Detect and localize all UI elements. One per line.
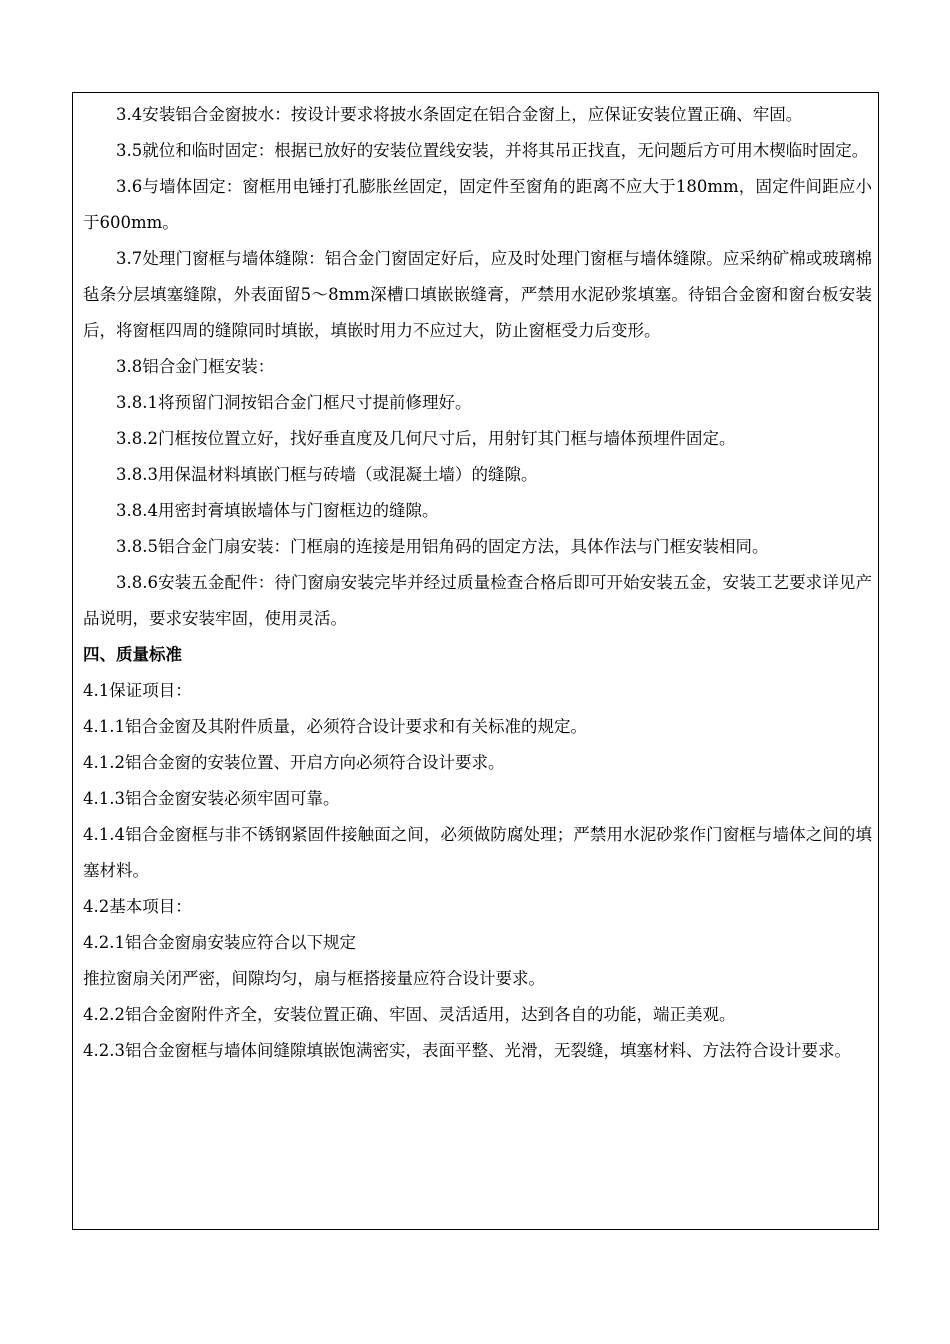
paragraph-4-1: 4.1保证项目：: [83, 681, 192, 700]
paragraph-4-2: 4.2基本项目：: [83, 897, 192, 916]
paragraph-3-8-1: 3.8.1将预留门洞按铝合金门框尺寸提前修理好。: [116, 393, 472, 412]
paragraph-3-8: 3.8铝合金门框安装：: [116, 357, 275, 376]
paragraph-3-7: 3.7处理门窗框与墙体缝隙：铝合金门窗固定好后，应及时处理门窗框与墙体缝隙。应采纳矿棉或玻璃棉毡条分层填塞缝隙，外表面留5～8mm深槽口填嵌嵌缝膏，严禁用水泥砂浆填塞。待铝合金窗和窗台板安装后，将窗框四周的缝隙同时填嵌，填嵌时用力不应过大，防止窗框受力后变形。: [83, 249, 872, 340]
paragraph-3-6: 3.6与墙体固定：窗框用电锤打孔膨胀丝固定，固定件至窗角的距离不应大于180mm，固定件间距应小于600mm。: [83, 177, 872, 232]
paragraph-3-8-3: 3.8.3用保温材料填嵌门框与砖墙（或混凝土墙）的缝隙。: [116, 465, 538, 484]
document-body: [83, 97, 872, 1069]
paragraph-4-2-1: 4.2.1铝合金窗扇安装应符合以下规定: [83, 933, 356, 952]
paragraph-4-1-1: 4.1.1铝合金窗及其附件质量，必须符合设计要求和有关标准的规定。: [83, 717, 587, 736]
paragraph-3-4: 3.4安装铝合金窗披水：按设计要求将披水条固定在铝合金窗上，应保证安装位置正确、牢固。: [116, 105, 803, 124]
paragraph-3-5: 3.5就位和临时固定：根据已放好的安装位置线安装，并将其吊正找直，无问题后方可用木楔临时固定。: [116, 141, 869, 160]
paragraph-4-1-4: 4.1.4铝合金窗框与非不锈钢紧固件接触面之间，必须做防腐处理；严禁用水泥砂浆作门窗框与墙体之间的填塞材料。: [83, 825, 872, 880]
section-heading-quality: 四、质量标准: [83, 645, 182, 664]
paragraph-4-2-2: 4.2.2铝合金窗附件齐全，安装位置正确、牢固、灵活适用，达到各自的功能，端正美观。: [83, 1005, 736, 1024]
paragraph-4-2-3: 4.2.3铝合金窗框与墙体间缝隙填嵌饱满密实，表面平整、光滑，无裂缝，填塞材料、方法符合设计要求。: [83, 1041, 851, 1060]
document-frame: [72, 92, 879, 1230]
paragraph-4-1-3: 4.1.3铝合金窗安装必须牢固可靠。: [83, 789, 340, 808]
paragraph-4-2-1-detail: 推拉窗扇关闭严密，间隙均匀，扇与框搭接量应符合设计要求。: [83, 969, 545, 988]
paragraph-3-8-2: 3.8.2门框按位置立好，找好垂直度及几何尺寸后，用射钉其门框与墙体预埋件固定。: [116, 429, 736, 448]
paragraph-4-1-2: 4.1.2铝合金窗的安装位置、开启方向必须符合设计要求。: [83, 753, 505, 772]
paragraph-3-8-5: 3.8.5铝合金门扇安装：门框扇的连接是用铝角码的固定方法，具体作法与门框安装相同。: [116, 537, 769, 556]
paragraph-3-8-6: 3.8.6安装五金配件：待门窗扇安装完毕并经过质量检查合格后即可开始安装五金，安装工艺要求详见产品说明，要求安装牢固，使用灵活。: [83, 573, 872, 628]
paragraph-3-8-4: 3.8.4用密封膏填嵌墙体与门窗框边的缝隙。: [116, 501, 439, 520]
